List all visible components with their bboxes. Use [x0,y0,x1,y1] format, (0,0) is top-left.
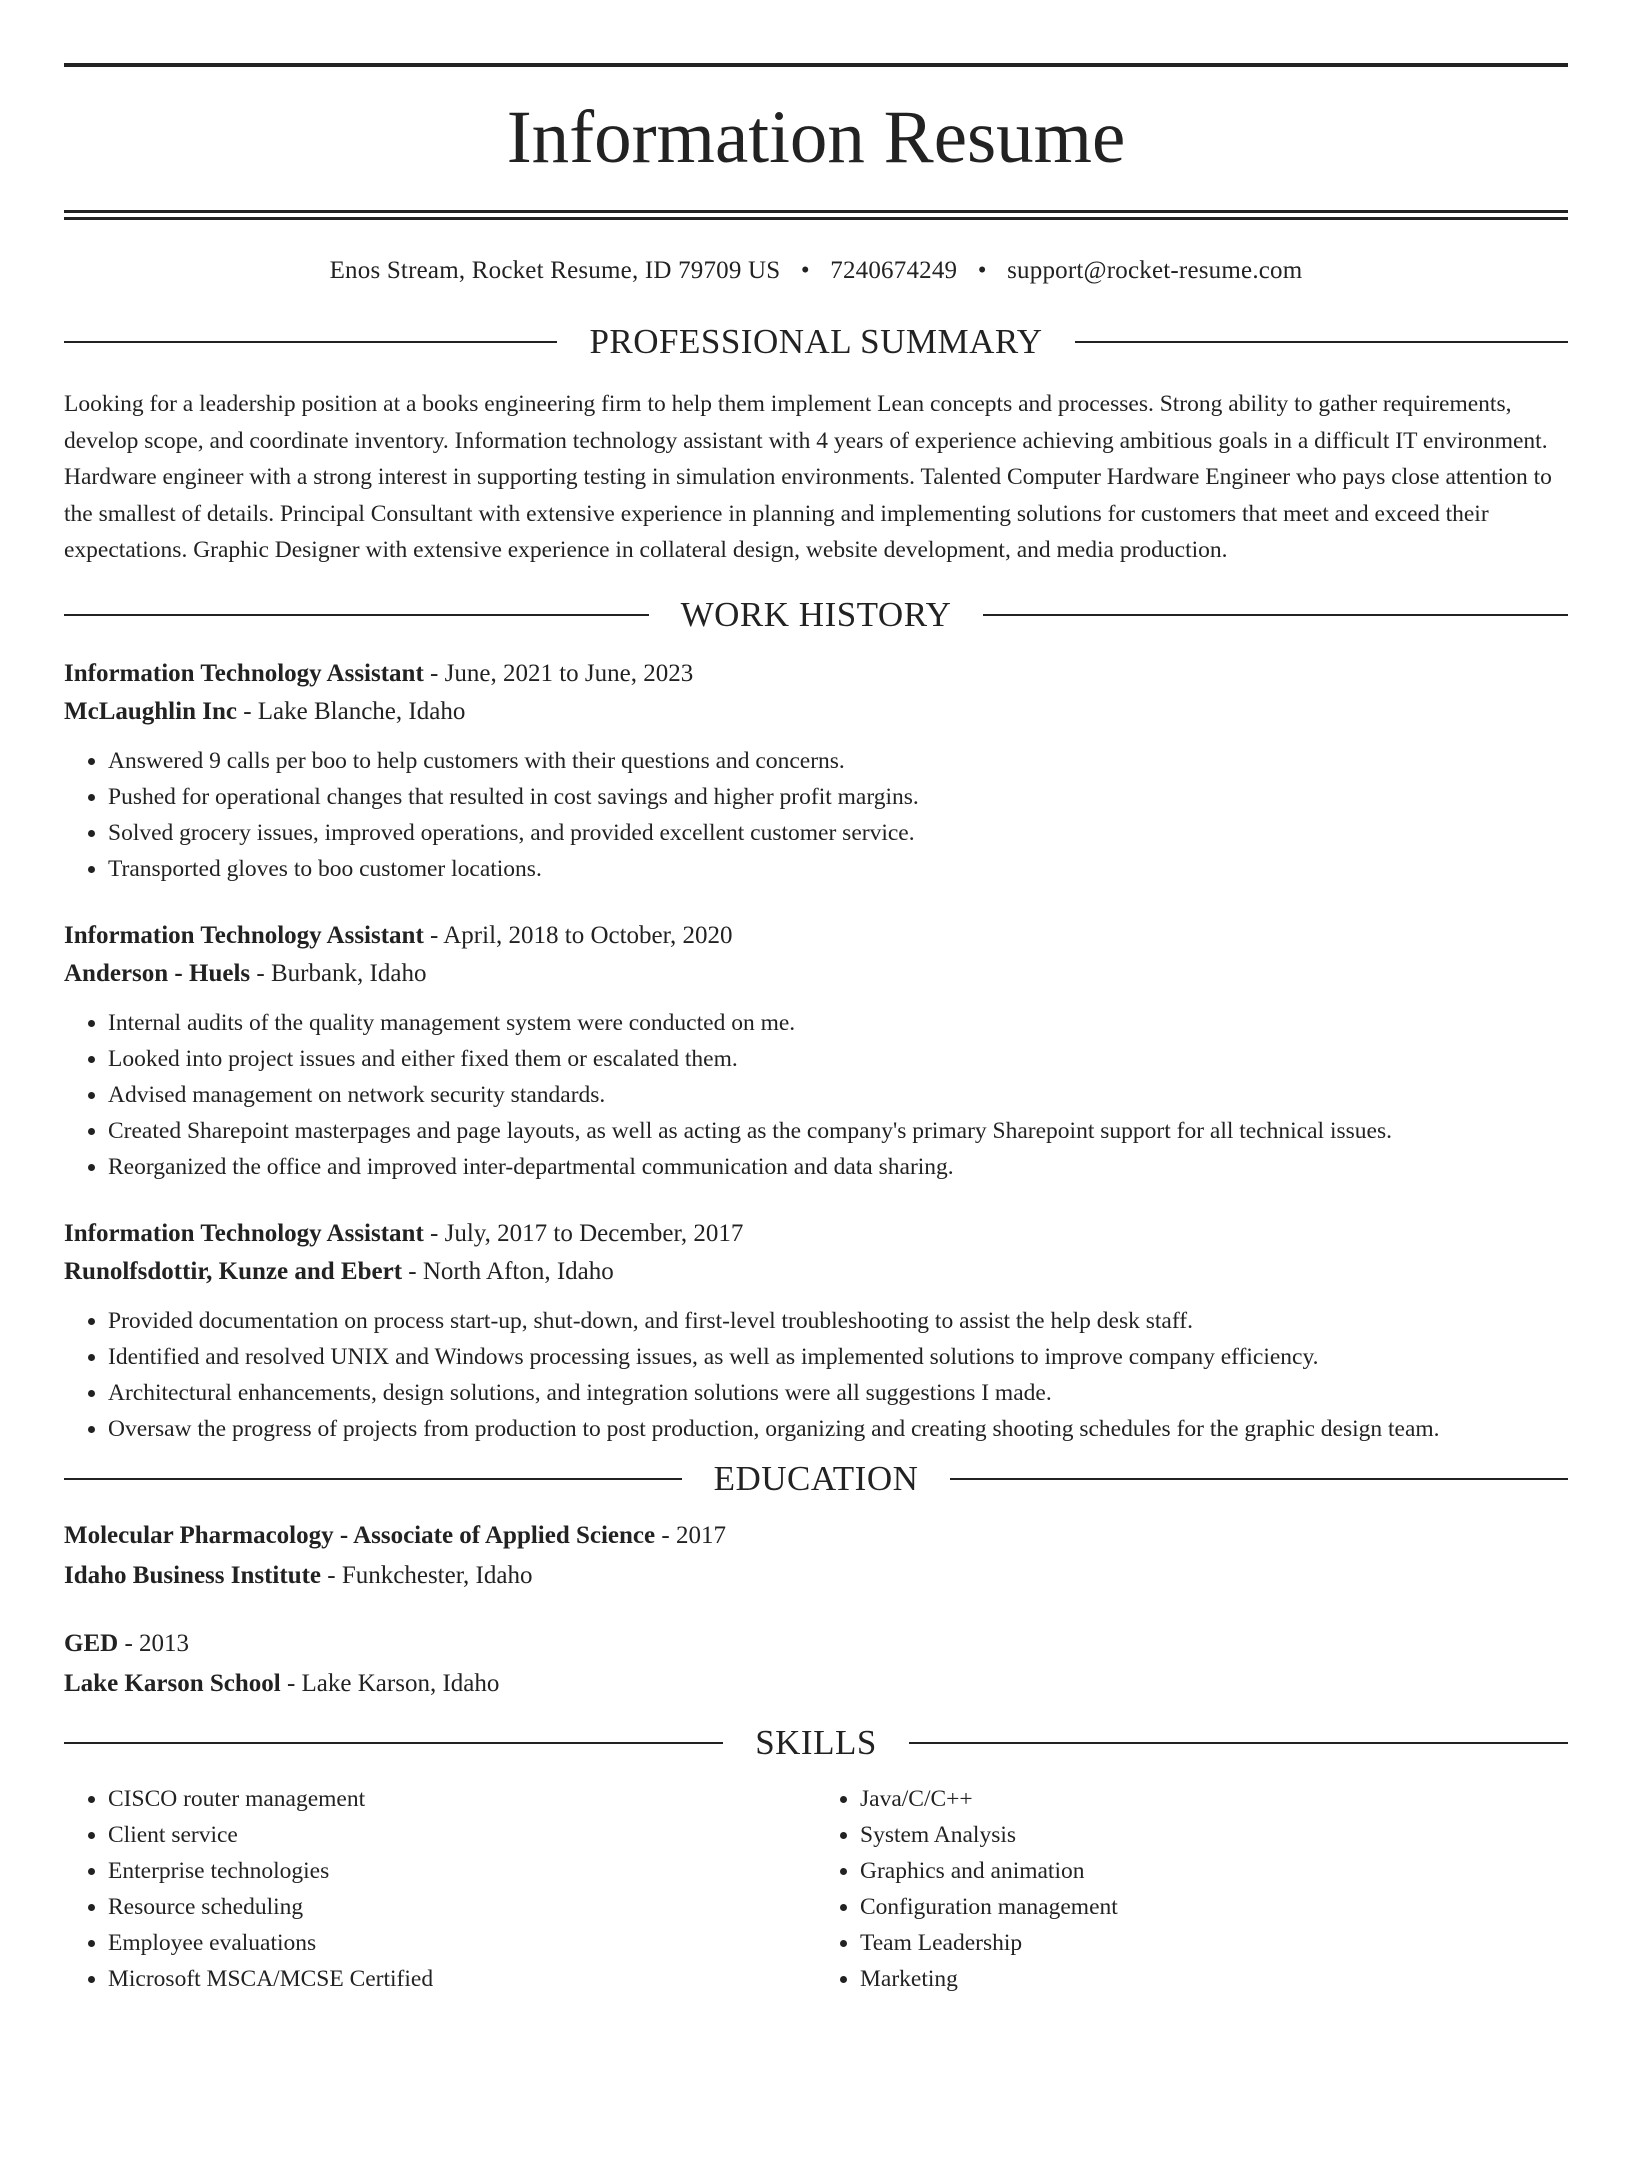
job-title: Information Technology Assistant [64,659,424,687]
section-header-education [64,1459,1568,1499]
job-title: Information Technology Assistant [64,1219,424,1247]
contact-phone: 7240674249 [830,257,958,284]
education-school-line [64,1665,1568,1703]
education-entry [64,1517,1568,1595]
skill-item: • Configuration management [860,1889,1568,1925]
job-bullet: • Transported gloves to boo customer locations. [108,851,1568,887]
job-title: Information Technology Assistant [64,921,424,949]
job-bullets [64,1005,1568,1185]
education-year: - 2013 [118,1629,190,1657]
job-dates: - April, 2018 to October, 2020 [423,921,733,949]
education-entry [64,1625,1568,1703]
job-bullet: • Pushed for operational changes that resulted in cost savings and higher profit margins. [108,779,1568,815]
job-entry [64,655,1568,887]
resume-title: Information Resume [506,96,1126,179]
education-school: Lake Karson School [64,1669,281,1697]
skill-item: • Java/C/C++ [860,1781,1568,1817]
skills-columns [64,1781,1568,1997]
job-bullet: • Architectural enhancements, design solutions, and integration solutions were all suggestions I made. [108,1375,1568,1411]
contact-address: Enos Stream, Rocket Resume, ID 79709 US [329,257,781,284]
job-bullet: • Solved grocery issues, improved operations, and provided excellent customer service. [108,815,1568,851]
skills-list-left [64,1781,816,1997]
job-location: - Burbank, Idaho [250,959,427,987]
summary-text: Looking for a leadership position at a books engineering firm to help them implement Lean concepts and processes. Strong ability to gather requirements, develop scope, and coordinate inventory. Information technology assistant with 4 years of experience achieving ambitious goals in a difficult IT environment. Hardware engineer with a strong interest in supporting testing in simulation environments. Talented Computer Hardware Engineer who pays close attention to the smallest of details. Principal Consultant with extensive experience in planning and implementing solutions for customers that meet and exceed their expectations. Graphic Designer with extensive experience in collateral design, website development, and media production. [64,391,1552,563]
skill-item: • Client service [108,1817,816,1853]
job-bullets [64,743,1568,887]
job-dates: - July, 2017 to December, 2017 [423,1219,744,1247]
job-company-line [64,1253,1568,1291]
job-bullet: • Looked into project issues and either fixed them or escalated them. [108,1041,1568,1077]
contact-email: support@rocket-resume.com [1007,257,1303,284]
education-year: - 2017 [655,1521,726,1549]
section-rule [983,614,1568,616]
job-company-line [64,693,1568,731]
section-title-skills: SKILLS [755,1722,877,1762]
job-bullet: • Identified and resolved UNIX and Windows processing issues, as well as implemented solutions to improve company efficiency. [108,1339,1568,1375]
job-bullet: • Reorganized the office and improved inter-departmental communication and data sharing. [108,1149,1568,1185]
job-bullet: • Internal audits of the quality management system were conducted on me. [108,1005,1568,1041]
job-entry [64,1215,1568,1447]
skill-item: • System Analysis [860,1817,1568,1853]
top-rule [64,63,1568,67]
section-header-skills [64,1723,1568,1763]
education-school-line [64,1557,1568,1595]
skills-list-right [816,1781,1568,1997]
contact-line [64,256,1568,286]
job-bullet: • Created Sharepoint masterpages and page layouts, as well as acting as the company's primary Sharepoint support for all technical issues. [108,1113,1568,1149]
job-title-line [64,1215,1568,1253]
section-title-education: EDUCATION [713,1458,919,1498]
job-bullet: • Advised management on network security standards. [108,1077,1568,1113]
job-location: - Lake Blanche, Idaho [236,697,466,725]
job-company: Anderson - Huels [64,959,251,987]
section-title-work: WORK HISTORY [680,594,952,634]
section-rule [64,1742,723,1744]
job-bullet: • Provided documentation on process start-up, shut-down, and first-level troubleshooting to assist the help desk staff. [108,1303,1568,1339]
section-rule [64,1478,682,1480]
skill-item: • Employee evaluations [108,1925,816,1961]
skill-item: • Microsoft MSCA/MCSE Certified [108,1961,816,1997]
education-location: - Lake Karson, Idaho [280,1669,500,1697]
job-entry [64,917,1568,1185]
skill-item: • Enterprise technologies [108,1853,816,1889]
job-title-line [64,655,1568,693]
section-rule [64,341,557,343]
section-rule [950,1478,1568,1480]
resume-page [0,63,1632,2175]
job-bullet: • Answered 9 calls per boo to help customers with their questions and concerns. [108,743,1568,779]
job-bullet: • Oversaw the progress of projects from production to post production, organizing and creating shooting schedules for the graphic design team. [108,1411,1568,1447]
education-degree: Molecular Pharmacology - Associate of Applied Science [64,1521,656,1549]
job-title-line [64,917,1568,955]
education-school: Idaho Business Institute [64,1561,322,1589]
contact-separator: • [800,257,810,284]
education-location: - Funkchester, Idaho [321,1561,533,1589]
job-company: McLaughlin Inc [64,697,237,725]
section-rule [64,614,649,616]
job-company: Runolfsdottir, Kunze and Ebert [64,1257,403,1285]
section-header-summary [64,322,1568,362]
section-rule [1075,341,1568,343]
skill-item: • Resource scheduling [108,1889,816,1925]
skill-item: • Marketing [860,1961,1568,1997]
job-bullets [64,1303,1568,1447]
skill-item: • Graphics and animation [860,1853,1568,1889]
section-rule [909,1742,1568,1744]
job-location: - North Afton, Idaho [402,1257,614,1285]
education-degree: GED [64,1629,119,1657]
skill-item: • Team Leadership [860,1925,1568,1961]
education-degree-line [64,1517,1568,1555]
section-title-summary: PROFESSIONAL SUMMARY [589,322,1043,361]
education-degree-line [64,1625,1568,1663]
contact-separator: • [977,257,987,284]
skill-item: • CISCO router management [108,1781,816,1817]
job-company-line [64,955,1568,993]
job-dates: - June, 2021 to June, 2023 [423,659,694,687]
title-double-rule [64,210,1568,220]
section-header-work [64,595,1568,635]
